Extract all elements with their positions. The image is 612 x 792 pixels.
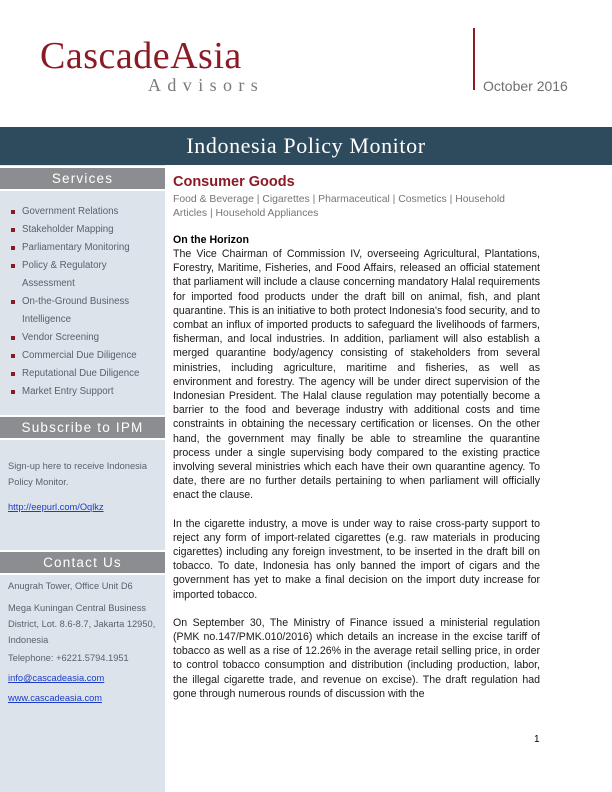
contact-website-link[interactable]: www.cascadeasia.com (8, 693, 103, 703)
company-logo (40, 36, 264, 94)
article-paragraph: The Vice Chairman of Commission IV, overseeing Agricultural, Plantations, Forestry, Maritime, Fisheries, and Food Affairs, released an official statement that parliament will include a clause concerning mandatory Halal requirements for imported food products under the draft bill on animal, fish, and plant quarantine. This is an initiative to both protect Indonesia's food security, and to combat an influx of imported products to safeguard the livelihoods of farmers, fisherman, and local industries. In addition, parliament will also establish a merged quarantine body/agency consisting of stakeholders from several ministries, including agriculture, maritime and fisheries, as well as environment and forestry. The agency will be under direct supervision of the Indonesian President. The Halal clause regulation may potentially become a barrier to the food and beverage industry with additional costs and time constraints in obtaining the necessary certification or licenses. On the other hand, the government may finally be able to streamline the quarantine process under a single supervising body compared to the existing practice involving several ministries which each have their own quarantine agency. To date, there are no further details pertaining to when parliament will officially enact the clause. (173, 248, 540, 502)
square-bullet-icon (11, 336, 15, 340)
subscribe-link-wrap (8, 499, 160, 515)
category-subtitle: Food & Beverage | Cigarettes | Pharmaceutical | Cosmetics | Household Articles | Household Appliances (173, 194, 505, 219)
square-bullet-icon (11, 390, 15, 394)
service-label: Government Relations (22, 206, 119, 217)
newsletter-title: Indonesia Policy Monitor (186, 133, 426, 158)
square-bullet-icon (11, 210, 15, 214)
article-paragraph: On September 30, The Ministry of Finance issued a ministerial regulation (PMK no.147/PMK.010/2016) which details an increase in the excise tariff of tobacco as well as a rise of 12.26% in the average retail selling price, in order to control tobacco consumption and distribution (including production, labor, the illegal cigarette trade, and revenue on excise). The draft regulation had gone through numerous rounds of discussion with the (173, 616, 540, 700)
square-bullet-icon (11, 372, 15, 376)
services-heading: Services (0, 166, 165, 191)
service-label: Policy & Regulatory Assessment (22, 260, 107, 289)
service-label: Stakeholder Mapping (22, 224, 114, 235)
list-item (8, 239, 160, 257)
service-label: On-the-Ground Business Intelligence (22, 296, 130, 325)
issue-date: October 2016 (483, 78, 568, 94)
list-item (8, 203, 160, 221)
page-number: 1 (534, 734, 540, 745)
square-bullet-icon (11, 300, 15, 304)
services-list (8, 203, 160, 401)
list-item (8, 221, 160, 239)
list-item (8, 365, 160, 383)
article-paragraph: In the cigarette industry, a move is under way to raise cross-party support to reject any form of import-related cigarettes (e.g. raw materials in producing cigarettes) including any foreign investment, to be inserted in the draft bill on tobacco. To date, Indonesia has only banned the import of cigars and the government has yet to make a final decision on the import duty increase for imported tobacco. (173, 517, 540, 601)
main-content (173, 173, 540, 715)
logo-wordmark: CascadeAsia (40, 35, 242, 77)
contact-email-link[interactable]: info@cascadeasia.com (8, 673, 105, 683)
header-divider (473, 28, 475, 90)
contact-address-line2: Mega Kuningan Central Business District, Lot. 8.6-8.7, Jakarta 12950, Indonesia (8, 603, 156, 645)
service-label: Vendor Screening (22, 332, 100, 343)
list-item (8, 383, 160, 401)
contact-address-line1: Anugrah Tower, Office Unit D6 (8, 581, 133, 591)
list-item (8, 329, 160, 347)
square-bullet-icon (11, 246, 15, 250)
list-item (8, 257, 160, 293)
service-label: Market Entry Support (22, 386, 114, 397)
square-bullet-icon (11, 228, 15, 232)
category-title: Consumer Goods (173, 174, 295, 190)
service-label: Reputational Due Diligence (22, 368, 140, 379)
subscribe-text: Sign-up here to receive Indonesia Policy Monitor. (8, 461, 148, 487)
service-label: Parliamentary Monitoring (22, 242, 130, 253)
subscribe-link[interactable]: http://eepurl.com/Oqlkz (8, 502, 104, 512)
service-label: Commercial Due Diligence (22, 350, 137, 361)
title-banner (0, 127, 612, 165)
square-bullet-icon (11, 354, 15, 358)
section-heading: On the Horizon (173, 234, 249, 246)
contact-heading: Contact Us (0, 550, 165, 575)
logo-tagline: Advisors (148, 75, 265, 95)
contact-phone: Telephone: +6221.5794.1951 (8, 653, 129, 663)
contact-email-wrap (8, 670, 160, 686)
contact-web-wrap (8, 690, 160, 706)
list-item (8, 293, 160, 329)
list-item (8, 347, 160, 365)
square-bullet-icon (11, 264, 15, 268)
subscribe-heading: Subscribe to IPM (0, 415, 165, 440)
